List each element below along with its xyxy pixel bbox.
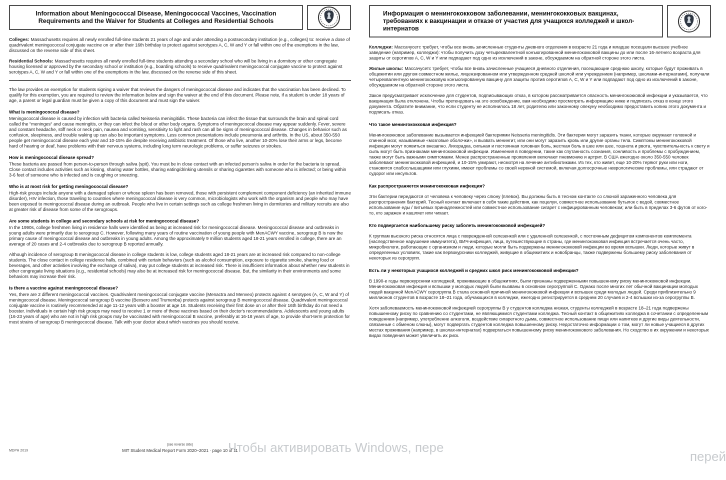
section-most-risk [9, 184, 351, 213]
section-heading: Есть ли у некоторых учащихся колледжей и средних школ риск менингококковой инфекции? [369, 268, 579, 273]
section-paragraph: These bacteria are passed from person-to-person through saliva (spit). You must be in close contact with an infected person's saliva in order for the bacteria to spread. Close contact includes activities such as kissing, sharing water bottles, sharing eating/drinking utensils or sharing cigarettes with someone who is infected; or being within 3-6 feet of someone who is infected and is coughing or sneezing. [9, 161, 347, 178]
page-english [0, 0, 360, 480]
law-exemption-paragraph: The law provides an exemption for students signing a waiver that reviews the dangers of meningococcal disease and indicates that the vaccination has been declined. To qualify for this exemption, you are required to review the information below and sign the waiver at the end of this document. Please note, if a student is under 18 years of age, a parent or legal guardian must be given a copy of this document and must sign the waiver. [9, 87, 346, 103]
section-paragraph: In the 1990s, college freshmen living in residence halls were identified as being at increased risk for meningococcal disease. Meningococcal disease and outbreaks in young adults were primarily due to serogroup C. However, following many years of routine vaccination of young people with MenACWY vaccine, serogroup B is now the primary cause of meningococcal disease and outbreaks in young adults. Among the approximately 9 million students aged 18-21 years enrolled in college, there are an average of 20 cases and 2-4 outbreaks due to serogroup B reported annually. [9, 225, 343, 247]
page-russian [360, 0, 720, 480]
colleges-text: Massachusetts requires all newly enrolled full-time students 21 years of age and under attending a postsecondary institution (e.g., colleges) to: receive a dose of quadrivalent meningococcal conjugate vaccine on or after their 16th birthday to protect against serotypes A, C, W and Y or fall within one of the exemptions in the law, discussed on the reverse side of this sheet. [9, 37, 350, 53]
section-paragraph: В 1990-е годы первокурсники колледжей, проживающие в общежитиях, были признаны подверженными повышенному риску менингококковой инфекции. Менингококковая инфекция и вспышки у молодых людей были вызваны в основном серогруппой C. Однако после многих лет обычной вакцинации молодых людей вакциной MenACWY серогруппа B стала основной причиной менингококковой инфекции и вспышек среди молодых людей. Среди приблизительно 9 миллионов студентов в возрасте 18–21 года, обучающихся в колледже, ежегодно регистрируется в среднем 20 случаев и 2-4 вспышки из-за серогруппы B. [369, 278, 698, 300]
section-most-risk-ru [369, 223, 711, 261]
page-header-en [9, 5, 351, 30]
section-heading: How is meningococcal disease spread? [9, 155, 95, 160]
colleges-text-ru: Массачусетс требует, чтобы все вновь зачисленные студенты дневного отделения в возрасте 21 года и младше посещали высшее учебное заведение (например, колледжи): чтобы получить дозу четырехвалентной конъюгированной менингококковой вакцины до или после 16-летнего возраста для защиты от серотипов A, C, W и Y или подпадают под одно из исключений в законе, обсуждаемом на обратной стороне этого листа. [369, 44, 701, 61]
document-title-ru: Информация о менингококковом заболевании, менингококковых вакцинах, требованиях к вакцинации и отказе от участия для учащихся колледжей и школ-интернатов [383, 10, 635, 32]
massachusetts-seal-icon [678, 10, 701, 33]
colleges-lead: Colleges: [9, 37, 30, 42]
section-paragraph: К группам высокого риска относятся лица с поврежденной селезенкой или с удаленной селезенкой, с постоянным дефицитом компонентов комплемента (наследственное нарушение иммунитета), ВИЧ-инфекция, лица, путешествующие в страны, где менингококковая инфекция встречается очень часто, микробиологи, работающие с организмом и люди, которые могли быть подвержены менингококковой инфекции во время вспышки. Люди, которые живут в определенных условиях, такие как первокурсники колледжей, живущие в общежитиях и новобранцы, также подвержены большему риску заболевания от некоторых из серогрупп. [369, 233, 695, 261]
see-reverse-note: (see reverse side) [166, 443, 194, 447]
page-footer [9, 443, 351, 453]
residential-schools-lead: Residential Schools: [9, 58, 54, 64]
law-exemption-paragraph-ru: Закон предусматривает исключение для студентов, подписывающих отказ, в котором рассматривается опасность менингококковой инфекции и указывается, что вакцинация была отклонена. Чтобы претендовать на это освобождение, вам необходимо просмотреть информацию ниже и подписать отказ в конце этого документа. Обратите внимание, что если студенту не исполнилось 18 лет, родителю или законному опекуну необходимо предоставить копию этого документа и подписать отказ. [369, 93, 708, 115]
residential-schools-text: Massachusetts requires all newly enrolled full-time students attending a secondary school who will be living in a dormitory or other congregate housing licensed or approved by the secondary school or institution (e.g., boarding schools) to receive quadrivalent meningococcal conjugate vaccine to protect against serotypes A, C, W and Y or fall within one of the exemptions in the law, discussed on the reverse side of this sheet. [9, 58, 343, 75]
colleges-paragraph-ru [369, 45, 711, 62]
seal-box-en [307, 5, 351, 30]
section-heading: Что такое менингококковая инфекция? [369, 122, 457, 127]
section-what-is [9, 110, 351, 150]
page-header-ru [369, 5, 711, 38]
section-how-spread [9, 155, 351, 178]
colleges-lead-ru: Колледжи: [369, 44, 393, 50]
section-paragraph: Эти бактерии передаются от человека к человеку через слюну (плевок). Вы должны быть в тесном контакте со слюной зараженного человека для распространения бактерий. Тесный контакт включает в себя такие действия, как поцелуи, совместное использование бутылок с водой, совместное использование еды / питьевых принадлежностей или совместное использование сигарет с инфицированным человеком; или быть в пределах 3-6 футов от кого-то, кто заражен и кашляет или чихает. [369, 194, 708, 216]
section-heading: Is there a vaccine against meningococcal disease? [9, 285, 119, 291]
section-paragraph: Хотя заболеваемость менингококковой инфекцией серогруппы B у студентов колледжа низкая, студенты колледжей в возрасте 18–21 года подвержены повышенному риску по сравнению со студентами, не являющимися студентами колледжа. Тесный контакт в общежитиях колледжа в сочетании с определенным поведением (например, употребление алкоголя, воздействие сигаретного дыма, совместное использование пищи или напитков и другие виды деятельности, связанные с обменом слюны), могут подвергать студентов колледжа повышенному риску. Недостаточно информации о том, могут ли новые учащиеся в других местах проживания (например, в школах-интернатах) подвергаться повышенному риску менингококкового заболевания. Но сходство в их окружении и некоторых видах поведения может увеличить их риск. [369, 305, 709, 338]
windows-activation-watermark: Чтобы активировать Windows, пере [228, 440, 444, 455]
section-divider [9, 80, 351, 81]
massachusetts-seal-icon [318, 6, 341, 29]
document-title-box-en [9, 5, 303, 30]
section-heading: Who is at most risk for getting meningococcal disease? [9, 184, 129, 189]
residential-schools-text-ru: Массачусетс требует, чтобы все вновь зачисленные учащиеся дневного отделения, посещающие среднюю школу, которые будут проживать в общежитии или другом совместном жилье, лицензированном или утвержденном средней школой или учреждением (например, школами-интернатами), получали четырехвалентную менингококковую конъюгированную вакцину для защиты против серотипов A, C, W и Y или подпадают под одно из исключений в законе, обсуждаемом на обратной стороне этого листа. [369, 66, 710, 88]
section-paragraph: Although incidence of serogroup B meningococcal disease in college students is low, college students aged 18-21 years are at increased risk compared to non-college students. The close contact in college residence halls, combined with certain behaviors (such as alcohol consumption, exposure to cigarette smoke, sharing food or beverages, and other activities involving the exchange of saliva), may put college students at increased risk. There is insufficient information about whether new students in other congregate living situations (e.g., residential schools) may also be at increased risk for meningococcal disease. But, the similarity in their environments and some behaviors may increase their risk. [9, 252, 350, 279]
windows-activation-watermark-fragment: перей [690, 449, 726, 464]
document-title-box-ru [369, 5, 663, 38]
residential-schools-lead-ru: Жилые школы: [369, 66, 404, 71]
section-heading: Кто подвергается наибольшему риску заболеть менингококковой инфекцией? [369, 223, 546, 228]
section-paragraph: Meningococcal disease is caused by infection with bacteria called Neisseria meningitidis. These bacteria can infect the tissue that surrounds the brain and spinal cord called the "meninges" and cause meningitis, or they can infect the blood or other body organs. Symptoms of meningococcal disease may appear suddenly. Fever, severe and constant headache, stiff neck or neck pain, nausea and vomiting, sensitivity to light and rash can all be signs of meningococcal disease. Changes in behavior such as confusion, sleepiness, and trouble waking up can also be important symptoms. Less common presentations include pneumonia and arthritis. In the US, about 350-550 people get meningococcal disease each year and 10-15% die despite receiving antibiotic treatment. Of those who live, another 10-20% lose their arms or legs, become hard of hearing or deaf, have problems with their nervous systems, including long term neurologic problems, or suffer seizures or strokes. [9, 116, 347, 149]
section-paragraph: Yes, there are 2 different meningococcal vaccines. Quadrivalent meningococcal conjugate vaccine (Menactra and Menveo) protects against 4 serotypes (A, C, W and Y) of meningococcal disease. Meningococcal serogroup B vaccine (Bexsero and Trumenba) protects against serogroup B meningococcal disease. Quadrivalent meningococcal conjugate vaccine is routinely recommended at age 11-12 years with a booster at age 16. Students receiving their first dose on or after their 16th birthday do not need a booster. Individuals in certain high risk groups may need to receive 1 or more of these vaccines based on their doctor's recommendations. Adolescents and young adults (16-23 years of age) who are not in high risk groups may be vaccinated with meningococcal B vaccine, preferably at 16-18 years of age, to provide short-term protection for most strains of serogroup B meningococcal disease. Talk with your doctor about which vaccines you should receive. [9, 292, 350, 325]
form-page-number: MIT Student Medical Report Form 2020–2021 · page 10 of 11 [122, 448, 238, 453]
section-heading: What is meningococcal disease? [9, 109, 80, 115]
section-vaccine [9, 286, 351, 326]
section-paragraph: High-risk groups include anyone with a damaged spleen or whose spleen has been removed, those with persistent complement component deficiency (an inherited immune disorder), HIV infection, those traveling to countries where meningococcal disease is very common, microbiologists who work with the organism and people who may have been exposed to meningococcal disease during an outbreak. People who live in certain settings such as college freshmen living in dormitories and military recruits are also at greater risk of disease from some of the serogroups. [9, 190, 351, 212]
residential-schools-paragraph-ru [369, 66, 711, 88]
section-how-spread-ru [369, 184, 711, 217]
colleges-paragraph [9, 37, 351, 54]
document-title-en: Information about Meningococcal Disease, Meningococcal Vaccines, Vaccination Requirements and the Waiver for Students at Colleges and Residential Schools [35, 10, 277, 25]
section-students-risk-ru [369, 268, 711, 339]
residential-schools-paragraph [9, 59, 351, 76]
seal-box-ru [667, 5, 711, 38]
section-students-risk [9, 219, 351, 280]
mdph-label: MDPH 2019 [9, 449, 29, 453]
section-heading: Are some students in college and secondary schools at risk for meningococcal disease? [9, 218, 200, 224]
section-what-is-ru [369, 122, 711, 177]
section-heading: Как распространяется менингококковая инфекция? [369, 183, 485, 189]
section-paragraph: Менингококковое заболевание вызывается инфекцией бактериями Neisseria meningitidis. Эти бактерии могут заразить ткани, которые окружают головной и спинной мозг, называемые «мозговые оболочки», и вызвать менингит, или они могут заразить кровь или другие органы тела. Симптомы менингококковой инфекции могут появиться внезапно. Лихорадка, сильная и постоянная головная боль, жесткая боль в шее или шее, тошнота и рвота, чувствительность к свету и сыпь могут быть признаками менингококковой инфекции. Изменения в поведении, такие как спутанность сознания, сонливость и проблемы с пробуждением, также могут быть важными симптомами. Менее распространенные проявления включают пневмонию и артрит. В США ежегодно около 350-550 человек заболевают менингококковой инфекцией, и 10-15% умирают, несмотря на лечение антибиотиками. Из тех, кто живет, еще 10-20% теряют руки или ноги, становятся слабослышащими или глухими, имеют проблемы со своей нервной системой, включая долгосрочные неврологические проблемы, или страдают от судорог или инсультов. [369, 132, 710, 176]
